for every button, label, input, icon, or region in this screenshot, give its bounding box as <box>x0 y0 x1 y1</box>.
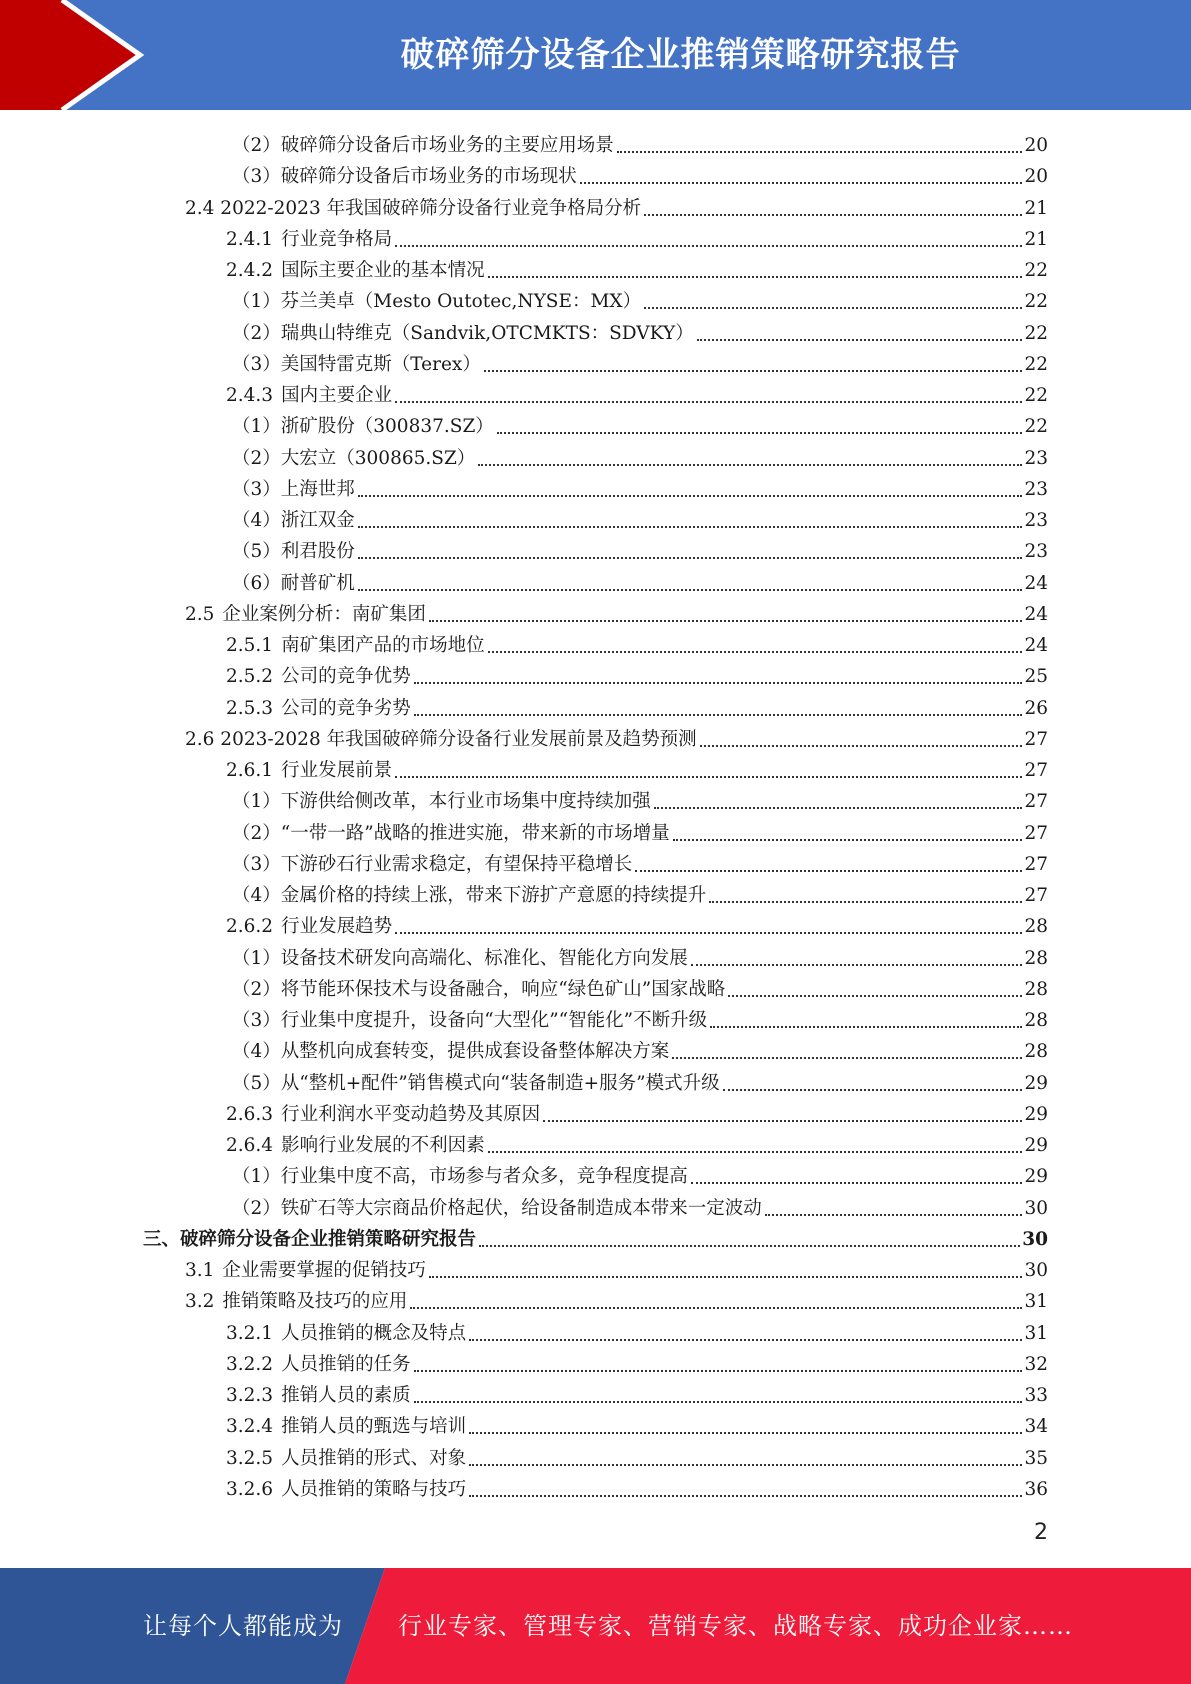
toc-dot-leader <box>429 620 1023 622</box>
toc-dot-leader <box>414 682 1023 684</box>
toc-entry-title: （5）从“整机+配件”销售模式向“装备制造+服务”模式升级 <box>232 1072 720 1094</box>
toc-entry-title: （3）破碎筛分设备后市场业务的市场现状 <box>232 166 577 188</box>
toc-entry[interactable] <box>185 1253 1048 1284</box>
toc-entry[interactable] <box>143 1222 1048 1253</box>
toc-entry[interactable] <box>232 441 1048 472</box>
toc-entry-title: （2）大宏立（300865.SZ） <box>232 447 476 469</box>
toc-entry-title: （2）破碎筛分设备后市场业务的主要应用场景 <box>232 135 614 156</box>
toc-entry-page: 22 <box>1024 385 1048 406</box>
toc-entry-title: （3）上海世邦 <box>232 478 355 500</box>
toc-dot-leader <box>469 1464 1022 1466</box>
toc-entry-title: （4）从整机向成套转变，提供成套设备整体解决方案 <box>232 1041 670 1063</box>
toc-dot-leader <box>414 714 1023 716</box>
toc-entry-title: （1）行业集中度不高，市场参与者众多，竞争程度提高 <box>232 1166 688 1188</box>
toc-entry-page: 29 <box>1024 1103 1048 1125</box>
toc-entry-page: 29 <box>1024 1135 1048 1156</box>
toc-dot-leader <box>644 307 1022 309</box>
toc-entry-page: 23 <box>1024 510 1048 531</box>
toc-dot-leader <box>497 432 1023 434</box>
toc-entry-page: 28 <box>1024 947 1048 969</box>
toc-entry-title: 企业案例分析：南矿集团 <box>222 603 426 625</box>
toc-entry-number: 3.2 <box>185 1291 215 1313</box>
toc-dot-leader <box>484 370 1023 372</box>
toc-entry-page: 28 <box>1024 1010 1048 1031</box>
toc-entry-page: 22 <box>1024 353 1048 375</box>
toc-entry-page: 30 <box>1022 1228 1048 1250</box>
toc-entry-title: 推销人员的甄选与培训 <box>281 1416 467 1438</box>
toc-entry[interactable] <box>232 816 1048 847</box>
toc-entry-title: （2）铁矿石等大宗商品价格起伏，给设备制造成本带来一定波动 <box>232 1197 762 1219</box>
toc-entry-title: 三、破碎筛分设备企业推销策略研究报告 <box>143 1228 477 1250</box>
toc-entry-title: （6）耐普矿机 <box>232 572 355 594</box>
toc-entry-number: 3.2.6 <box>226 1478 274 1500</box>
toc-entry-page: 28 <box>1024 1041 1048 1063</box>
toc-entry-title: 国际主要企业的基本情况 <box>281 260 485 281</box>
toc-entry[interactable] <box>226 1347 1048 1378</box>
toc-entry[interactable] <box>232 409 1048 440</box>
toc-entry-page: 26 <box>1024 697 1048 719</box>
toc-entry-page: 27 <box>1024 885 1048 906</box>
toc-entry[interactable] <box>185 597 1048 628</box>
toc-entry[interactable] <box>232 159 1048 190</box>
toc-dot-leader <box>673 839 1023 841</box>
toc-entry[interactable] <box>232 1159 1048 1190</box>
toc-entry-number: 3.2.3 <box>226 1385 274 1406</box>
header-arrow-decoration <box>0 0 200 110</box>
toc-entry-title: 人员推销的形式、对象 <box>281 1447 467 1469</box>
toc-entry-page: 21 <box>1024 197 1048 219</box>
toc-entry-page: 28 <box>1024 916 1048 938</box>
toc-entry-page: 20 <box>1024 135 1048 156</box>
toc-entry-title: （2）瑞典山特维克（Sandvik,OTCMKTS：SDVKY） <box>232 322 694 344</box>
toc-entry-title: 行业利润水平变动趋势及其原因 <box>281 1103 541 1125</box>
toc-entry-page: 27 <box>1024 853 1048 875</box>
page-footer <box>0 1568 1191 1684</box>
toc-entry-title: 人员推销的任务 <box>281 1353 411 1375</box>
toc-entry-number: 2.4.3 <box>226 385 274 406</box>
toc-entry[interactable] <box>226 691 1048 722</box>
toc-entry[interactable] <box>232 1034 1048 1065</box>
toc-entry-title: 人员推销的概念及特点 <box>281 1322 467 1344</box>
toc-dot-leader <box>765 1214 1023 1216</box>
toc-entry[interactable] <box>226 1378 1048 1409</box>
toc-entry[interactable] <box>232 347 1048 378</box>
toc-entry-page: 22 <box>1024 291 1048 313</box>
toc-entry-page: 25 <box>1024 666 1048 688</box>
toc-entry[interactable] <box>232 284 1048 315</box>
toc-entry[interactable] <box>185 1284 1048 1315</box>
toc-entry-number: 2.5 <box>185 603 215 625</box>
toc-entry[interactable] <box>226 1472 1048 1503</box>
toc-entry-number: 2.6.1 <box>226 760 274 781</box>
toc-entry-number: 2.5.3 <box>226 697 274 719</box>
toc-dot-leader <box>395 932 1022 934</box>
toc-entry-page: 22 <box>1024 260 1048 281</box>
toc-dot-leader <box>358 557 1023 559</box>
toc-dot-leader <box>697 339 1023 341</box>
toc-entry-number: 3.2.4 <box>226 1416 274 1438</box>
footer-slogan-left: 让每个人都能成为 <box>143 1612 343 1640</box>
toc-dot-leader <box>395 776 1022 778</box>
toc-entry-title: （3）下游砂石行业需求稳定，有望保持平稳增长 <box>232 853 633 875</box>
toc-dot-leader <box>488 1151 1023 1153</box>
toc-dot-leader <box>580 182 1023 184</box>
toc-dot-leader <box>414 1370 1023 1372</box>
toc-entry-title: 国内主要企业 <box>281 385 393 406</box>
toc-entry[interactable] <box>232 316 1048 347</box>
toc-entry[interactable] <box>185 722 1048 753</box>
toc-dot-leader <box>709 901 1022 903</box>
toc-entry-number: 2.4.2 <box>226 260 274 281</box>
toc-entry-number: 3.2.5 <box>226 1447 274 1469</box>
toc-entry-title: （3）行业集中度提升，设备向“大型化”“智能化”不断升级 <box>232 1010 708 1031</box>
toc-entry[interactable] <box>232 1066 1048 1097</box>
toc-dot-leader <box>478 464 1022 466</box>
toc-entry[interactable] <box>226 909 1048 940</box>
toc-entry-page: 22 <box>1024 416 1048 438</box>
toc-entry-page: 29 <box>1024 1072 1048 1094</box>
toc-dot-leader <box>395 401 1022 403</box>
toc-entry[interactable] <box>226 1097 1048 1128</box>
toc-entry[interactable] <box>226 628 1048 659</box>
toc-entry[interactable] <box>226 753 1048 784</box>
toc-dot-leader <box>700 745 1023 747</box>
toc-entry-number: 2.5.2 <box>226 666 274 688</box>
toc-entry[interactable] <box>232 472 1048 503</box>
toc-entry-page: 20 <box>1024 166 1048 188</box>
toc-dot-leader <box>644 214 1022 216</box>
toc-dot-leader <box>691 964 1023 966</box>
toc-entry[interactable] <box>185 191 1048 222</box>
toc-entry-title: （5）利君股份 <box>232 541 355 563</box>
toc-entry-page: 21 <box>1024 228 1048 250</box>
toc-entry-title: 公司的竞争劣势 <box>281 697 411 719</box>
toc-entry-title: 行业竞争格局 <box>281 228 393 250</box>
page-number: 2 <box>1034 1520 1048 1545</box>
toc-dot-leader <box>358 495 1023 497</box>
toc-dot-leader <box>395 245 1022 247</box>
toc-entry-page: 33 <box>1024 1385 1048 1406</box>
toc-entry-page: 22 <box>1024 322 1048 344</box>
toc-entry-title: 行业发展趋势 <box>281 916 393 938</box>
toc-entry-title: （1）芬兰美卓（Mesto Outotec,NYSE：MX） <box>232 291 642 313</box>
toc-dot-leader <box>723 1089 1023 1091</box>
toc-entry-title: （1）浙矿股份（300837.SZ） <box>232 416 494 438</box>
footer-slogan-right: 行业专家、管理专家、营销专家、战略专家、成功企业家…… <box>398 1612 1073 1640</box>
toc-dot-leader <box>691 1182 1023 1184</box>
toc-entry-page: 27 <box>1024 728 1048 750</box>
toc-entry[interactable] <box>226 1128 1048 1159</box>
toc-entry-number: 3.2.2 <box>226 1353 274 1375</box>
toc-dot-leader <box>543 1120 1022 1122</box>
toc-entry-title: 南矿集团产品的市场地位 <box>281 635 485 656</box>
toc-entry-page: 32 <box>1024 1353 1048 1375</box>
toc-entry[interactable] <box>232 128 1048 159</box>
toc-entry-title: （2）“一带一路”战略的推进实施，带来新的市场增量 <box>232 822 670 844</box>
toc-entry-title: （4）浙江双金 <box>232 510 355 531</box>
toc-dot-leader <box>410 1307 1022 1309</box>
toc-entry-page: 36 <box>1024 1478 1048 1500</box>
toc-entry-page: 23 <box>1024 541 1048 563</box>
toc-dot-leader <box>469 1495 1022 1497</box>
toc-entry[interactable] <box>232 972 1048 1003</box>
toc-entry-number: 2.5.1 <box>226 635 274 656</box>
toc-entry-title: 2.4 2022-2023 年我国破碎筛分设备行业竞争格局分析 <box>185 197 642 219</box>
toc-entry-title: 企业需要掌握的促销技巧 <box>222 1260 426 1281</box>
toc-entry-page: 27 <box>1024 760 1048 781</box>
toc-entry[interactable] <box>226 378 1048 409</box>
toc-entry-title: 行业发展前景 <box>281 760 393 781</box>
toc-entry-page: 24 <box>1024 572 1048 594</box>
toc-entry-page: 30 <box>1024 1197 1048 1219</box>
toc-entry-page: 23 <box>1024 478 1048 500</box>
toc-entry[interactable] <box>232 1191 1048 1222</box>
toc-dot-leader <box>429 1276 1023 1278</box>
toc-entry-number: 2.6.4 <box>226 1135 274 1156</box>
toc-entry-page: 27 <box>1024 822 1048 844</box>
toc-dot-leader <box>728 995 1022 997</box>
toc-entry-number: 3.2.1 <box>226 1322 274 1344</box>
toc-entry[interactable] <box>232 784 1048 815</box>
toc-dot-leader <box>710 1026 1022 1028</box>
toc-entry[interactable] <box>232 878 1048 909</box>
toc-entry-page: 30 <box>1024 1260 1048 1281</box>
toc-entry[interactable] <box>226 1316 1048 1347</box>
toc-entry-page: 24 <box>1024 635 1048 656</box>
toc-entry[interactable] <box>226 1409 1048 1440</box>
page-header <box>0 0 1191 110</box>
toc-dot-leader <box>617 151 1023 153</box>
toc-entry-page: 29 <box>1024 1166 1048 1188</box>
toc-dot-leader <box>358 589 1023 591</box>
toc-entry-page: 35 <box>1024 1447 1048 1469</box>
toc-dot-leader <box>414 1401 1023 1403</box>
toc-entry-page: 23 <box>1024 447 1048 469</box>
toc-dot-leader <box>358 526 1023 528</box>
toc-dot-leader <box>635 870 1022 872</box>
toc-entry[interactable] <box>226 659 1048 690</box>
toc-entry-title: （1）下游供给侧改革，本行业市场集中度持续加强 <box>232 791 651 813</box>
toc-entry[interactable] <box>232 503 1048 534</box>
document-title: 破碎筛分设备企业推销策略研究报告 <box>400 35 961 75</box>
toc-entry-number: 2.6.3 <box>226 1103 274 1125</box>
toc-dot-leader <box>672 1057 1022 1059</box>
toc-entry[interactable] <box>232 847 1048 878</box>
toc-entry[interactable] <box>232 1003 1048 1034</box>
toc-entry-title: （1）设备技术研发向高端化、标准化、智能化方向发展 <box>232 947 688 969</box>
toc-entry-title: 推销人员的素质 <box>281 1385 411 1406</box>
toc-entry-title: 推销策略及技巧的应用 <box>222 1291 408 1313</box>
toc-entry-title: 人员推销的策略与技巧 <box>281 1478 467 1500</box>
toc-entry-number: 3.1 <box>185 1260 215 1281</box>
toc-entry[interactable] <box>232 566 1048 597</box>
toc-entry-title: （3）美国特雷克斯（Terex） <box>232 353 481 375</box>
toc-entry-page: 27 <box>1024 791 1048 813</box>
toc-entry[interactable] <box>232 941 1048 972</box>
toc-dot-leader <box>654 807 1023 809</box>
toc-entry-title: （4）金属价格的持续上涨，带来下游扩产意愿的持续提升 <box>232 885 707 906</box>
toc-entry[interactable] <box>226 222 1048 253</box>
toc-dot-leader <box>469 1432 1022 1434</box>
toc-entry-page: 28 <box>1024 978 1048 1000</box>
toc-entry-page: 34 <box>1024 1416 1048 1438</box>
toc-dot-leader <box>488 276 1023 278</box>
toc-entry-number: 2.4.1 <box>226 228 274 250</box>
toc-entry-page: 31 <box>1024 1322 1048 1344</box>
toc-entry-title: 2.6 2023-2028 年我国破碎筛分设备行业发展前景及趋势预测 <box>185 728 697 750</box>
toc-entry[interactable] <box>226 253 1048 284</box>
toc-entry[interactable] <box>226 1441 1048 1472</box>
toc-dot-leader <box>488 651 1023 653</box>
toc-entry-page: 31 <box>1024 1291 1048 1313</box>
toc-entry-title: 影响行业发展的不利因素 <box>281 1135 485 1156</box>
toc-entry-title: （2）将节能环保技术与设备融合，响应“绿色矿山”国家战略 <box>232 978 726 1000</box>
toc-entry-number: 2.6.2 <box>226 916 274 938</box>
toc-entry[interactable] <box>232 534 1048 565</box>
toc-dot-leader <box>469 1339 1022 1341</box>
toc-dot-leader <box>479 1245 1020 1247</box>
toc-entry-title: 公司的竞争优势 <box>281 666 411 688</box>
toc-entry-page: 24 <box>1024 603 1048 625</box>
